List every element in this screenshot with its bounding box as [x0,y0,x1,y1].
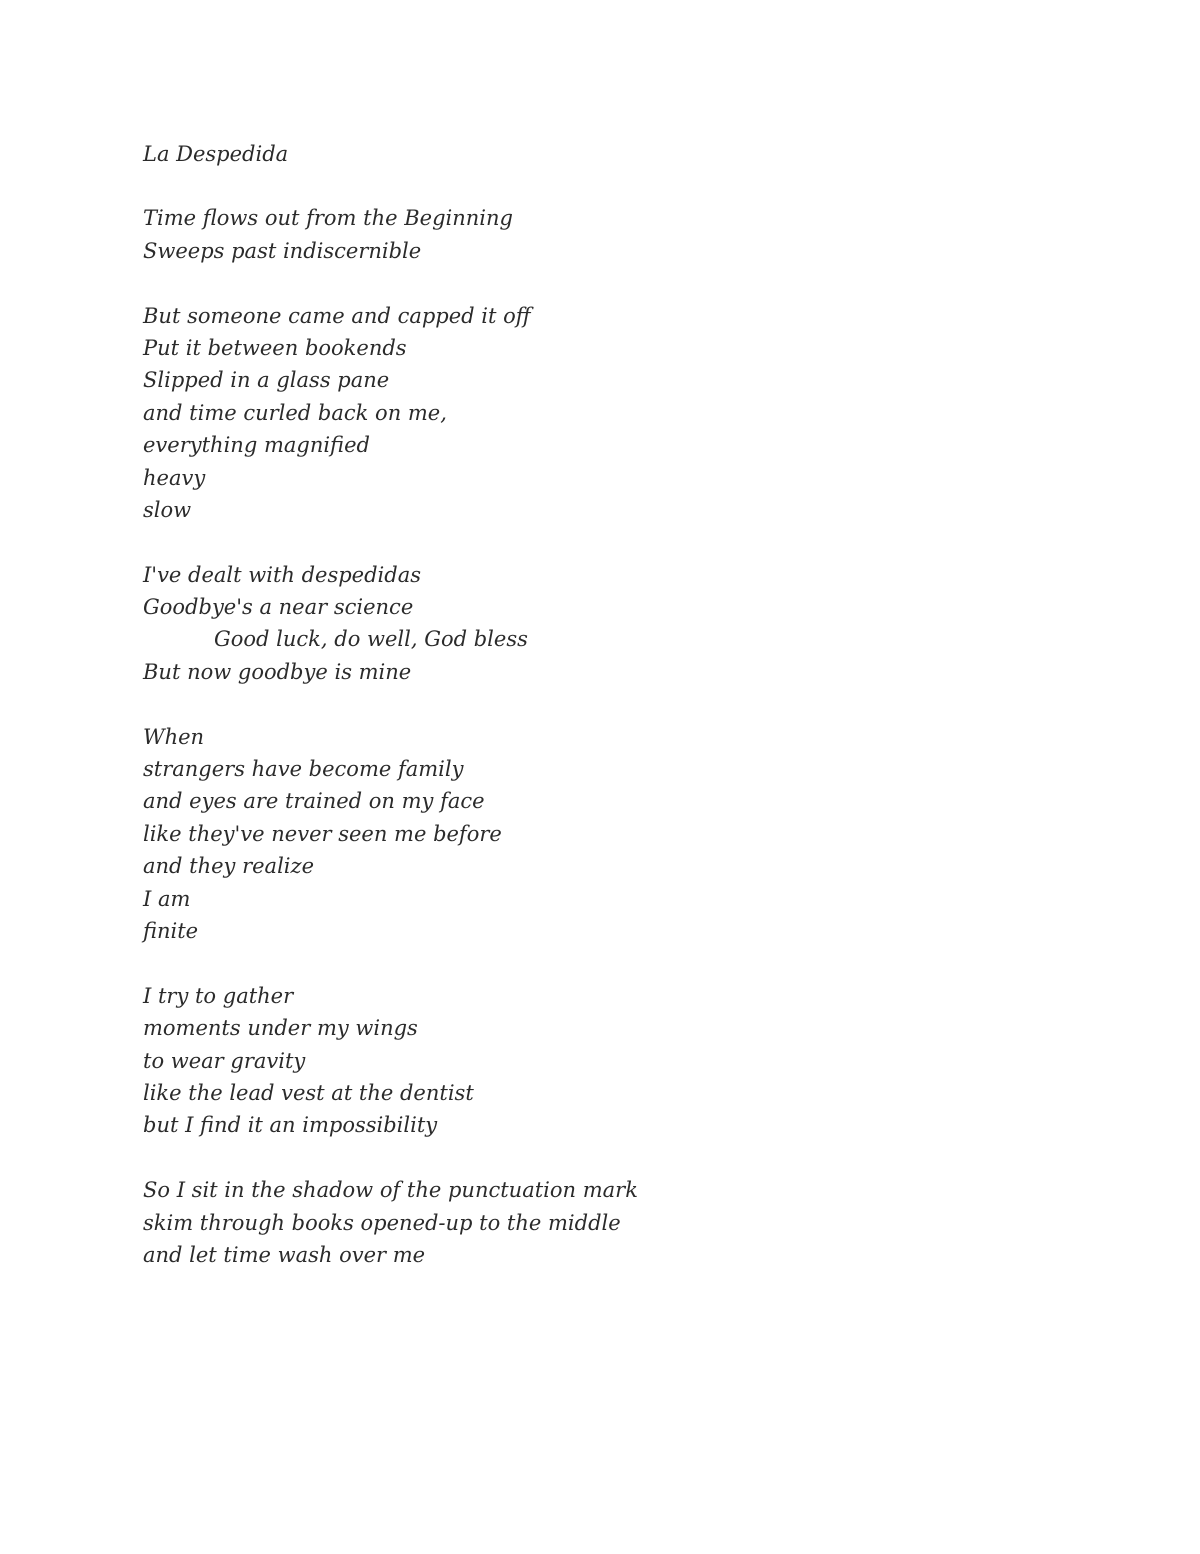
poem-line: and let time wash over me [143,1242,426,1267]
poem-line: Time flows out from the Beginning [143,206,513,231]
poem-line: strangers have become family [143,757,464,782]
stanza-2 [143,300,1043,527]
poem-line: and eyes are trained on my face [143,789,485,814]
poem-line: like they've never seen me before [143,821,502,846]
poem-line: I am [143,886,191,911]
poem-line-indented: Good luck, do well, God bless [214,627,528,652]
stanza-gap [143,1142,1043,1174]
poem-line: I try to gather [143,983,294,1008]
poem-line: moments under my wings [143,1016,418,1041]
poem-title: La Despedida [143,142,289,166]
poem-line: heavy [143,465,206,490]
stanza-gap [143,688,1043,720]
poem-line: and time curled back on me, [143,400,447,425]
poem-line: like the lead vest at the dentist [143,1080,474,1105]
poem-line: everything magnified [143,433,370,458]
poem-line: Sweeps past indiscernible [143,238,422,263]
poem-line: and they realize [143,854,315,879]
poem-line: skim through books opened-up to the middle [143,1210,621,1235]
poem-line: When [143,724,205,749]
poem-line: but I find it an impossibility [143,1113,438,1138]
poem-line: So I sit in the shadow of the punctuation mark [143,1178,638,1203]
poem-line: But now goodbye is mine [143,659,412,684]
poem-line: Put it between bookends [143,335,407,360]
poem-line: Goodbye's a near science [143,595,414,620]
stanza-4 [143,721,1043,948]
poem-line: Slipped in a glass pane [143,368,390,393]
stanza-gap [143,947,1043,979]
poem-line: But someone came and capped it off [143,303,531,328]
poem [143,138,1043,1271]
poem-line: finite [143,918,199,943]
poem-line: to wear gravity [143,1048,306,1073]
stanza-gap [143,170,1043,202]
stanza-6 [143,1174,1043,1271]
poem-line: I've dealt with despedidas [143,562,422,587]
stanza-5 [143,980,1043,1142]
stanza-3 [143,559,1043,689]
stanza-1 [143,202,1043,267]
poem-line: slow [143,497,192,522]
stanza-gap [143,267,1043,299]
stanza-gap [143,526,1043,558]
